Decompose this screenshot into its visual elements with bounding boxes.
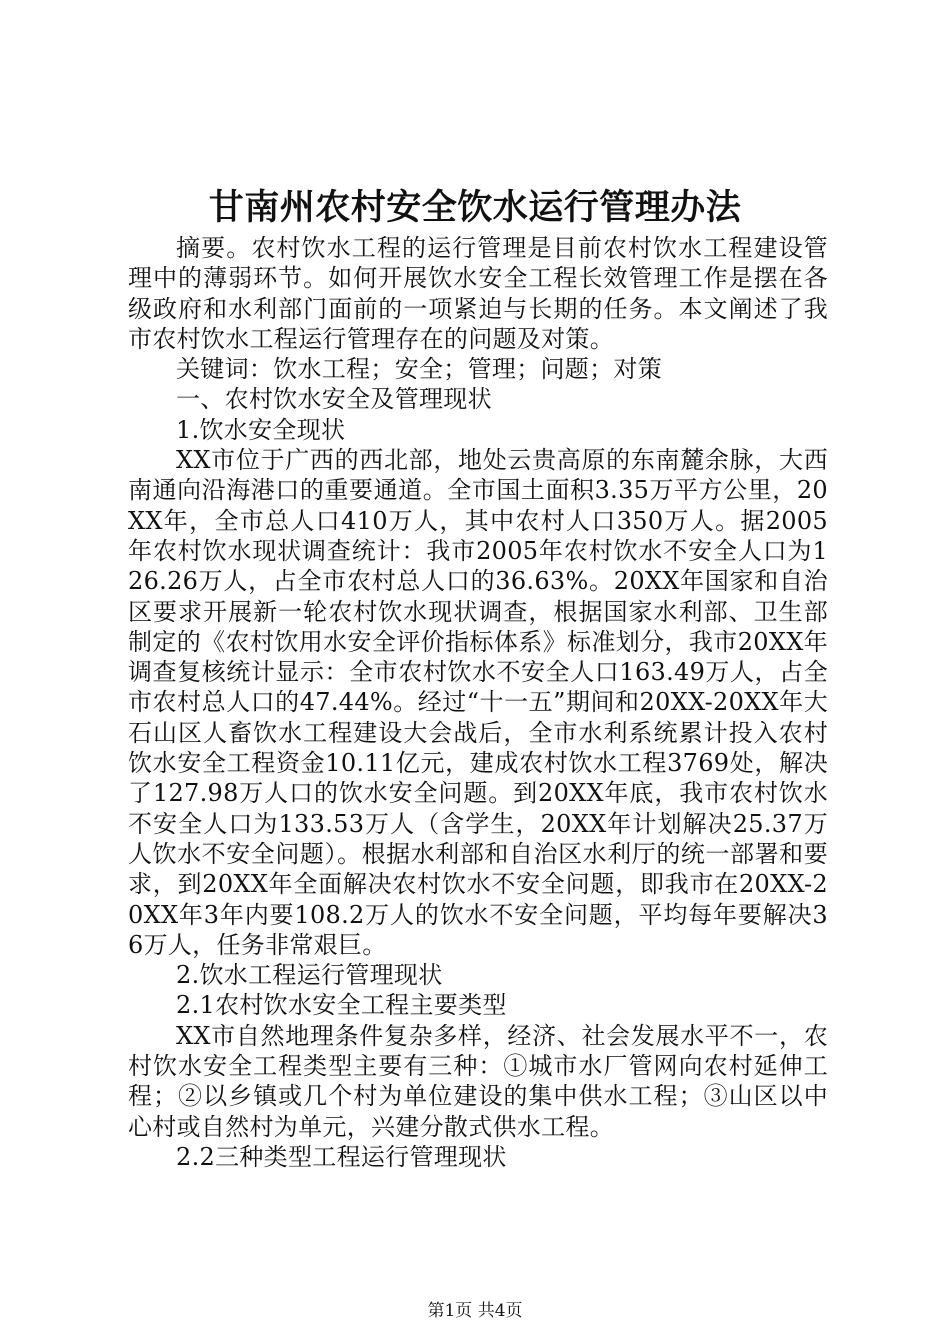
subsection-heading: 2.饮水工程运行管理现状 (176, 961, 443, 990)
abstract-paragraph: 摘要。农村饮水工程的运行管理是目前农村饮水工程建设管理中的薄弱环节。如何开展饮水安全工程长效管理工作是摆在各级政府和水利部门面前的一项紧迫与长期的任务。本文阐述了我市农村饮水工程运行管理存在的问题及对策。 (128, 234, 828, 353)
document-title: 甘南州农村安全饮水运行管理办法 (208, 188, 742, 228)
document-body (128, 233, 828, 1172)
subsection-heading: 1.饮水安全现状 (176, 415, 346, 444)
subsection-heading: 2.1农村饮水安全工程主要类型 (176, 991, 507, 1020)
keywords-paragraph: 关键词：饮水工程；安全；管理；问题；对策 (176, 355, 662, 384)
section-heading: 一、农村饮水安全及管理现状 (176, 385, 492, 414)
subsection-heading: 2.2三种类型工程运行管理现状 (176, 1142, 507, 1171)
body-paragraph: XX市自然地理条件复杂多样，经济、社会发展水平不一，农村饮水安全工程类型主要有三种：①城市水厂管网向农村延伸工程；②以乡镇或几个村为单位建设的集中供水工程；③山区以中心村或自然村为单元，兴建分散式供水工程。 (128, 1021, 828, 1141)
body-paragraph: XX市位于广西的西北部，地处云贵高原的东南麓余脉，大西南通向沿海港口的重要通道。全市国土面积3.35万平方公里，20XX年，全市总人口410万人，其中农村人口350万人。据2005年农村饮水现状调查统计：我市2005年农村饮水不安全人口为126.26万人，占全市农村总人口的36.63%。20XX年国家和自治区要求开展新一轮农村饮水现状调查，根据国家水利部、卫生部制定的《农村饮用水安全评价指标体系》标准划分，我市20XX年调查复核统计显示：全市农村饮水不安全人口163.49万人，占全市农村总人口的47.44%。经过“十一五”期间和20XX-20XX年大石山区人畜饮水工程建设大会战后，全市水利系统累计投入农村饮水安全工程资金10.11亿元，建成农村饮水工程3769处，解决了127.98万人口的饮水安全问题。到20XX年底，我市农村饮水不安全人口为133.53万人（含学生，20XX年计划解决25.37万人饮水不安全问题）。根据水利部和自治区水利厅的统一部署和要求，到20XX年全面解决农村饮水不安全问题，即我市在20XX-20XX年3年内要108.2万人的饮水不安全问题，平均每年要解决36万人，任务非常艰巨。 (128, 446, 828, 959)
page-footer: 第1页 共4页 (427, 1301, 523, 1321)
